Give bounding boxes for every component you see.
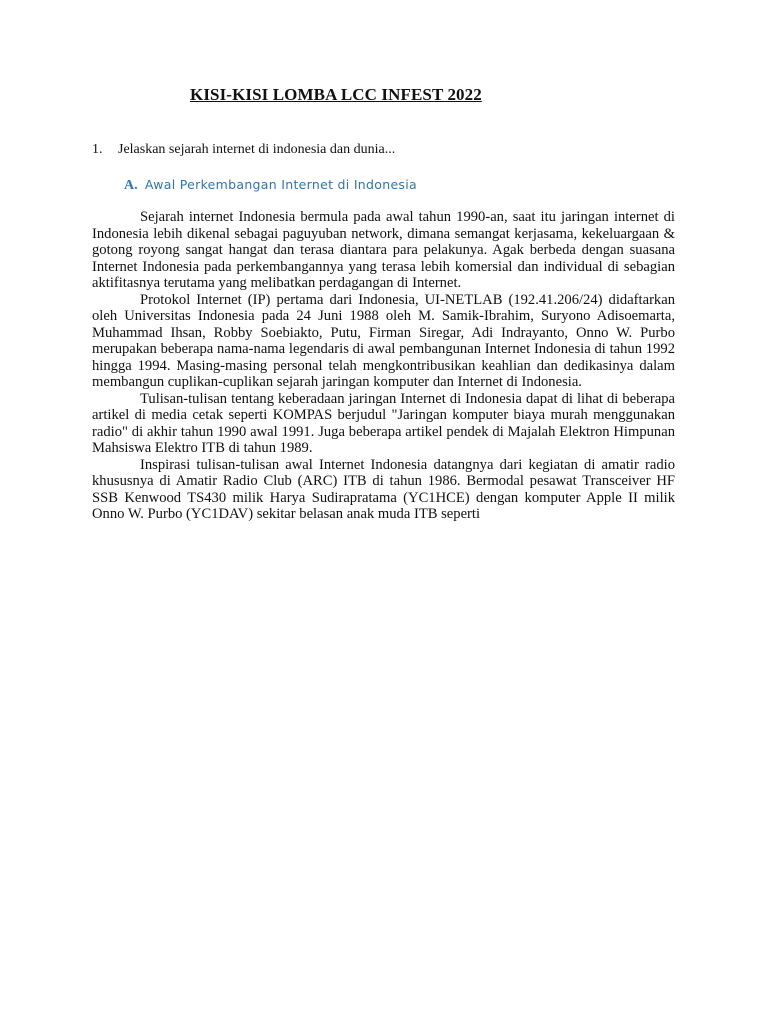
question-text: Jelaskan sejarah internet di indonesia dan dunia... [118,142,396,157]
paragraph: Protokol Internet (IP) pertama dari Indonesia, UI-NETLAB (192.41.206/24) didaftarkan oleh Universitas Indonesia pada 24 Juni 1988 oleh M. Samik-Ibrahim, Suryono Adisoemarta, Muhammad Ihsan, Robby Soebiakto, Putu, Firman Siregar, Adi Indrayanto, Onno W. Purbo merupakan beberapa nama-nama legendaris di awal pembangunan Internet Indonesia di tahun 1992 hingga 1994. Masing-masing personal telah mengkontribusikan keahlian dan dedikasinya dalam membangun cuplikan-cuplikan sejarah jaringan komputer dan Internet di Indonesia. [92,291,675,390]
paragraph: Inspirasi tulisan-tulisan awal Internet Indonesia datangnya dari kegiatan di amatir radio khususnya di Amatir Radio Club (ARC) ITB di tahun 1986. Bermodal pesawat Transceiver HF SSB Kenwood TS430 milik Harya Sudirapratama (YC1HCE) dengan komputer Apple II milik Onno W. Purbo (YC1DAV) sekitar belasan anak muda ITB seperti [92,456,675,522]
question-item [92,142,395,158]
question-number: 1. [92,142,103,157]
section-heading [124,177,417,194]
document-title: KISI-KISI LOMBA LCC INFEST 2022 [190,85,482,104]
body-text [92,209,675,523]
paragraph: Tulisan-tulisan tentang keberadaan jaringan Internet di Indonesia dapat di lihat di beberapa artikel di media cetak seperti KOMPAS berjudul "Jaringan komputer biaya murah menggunakan radio" di akhir tahun 1990 awal 1991. Juga beberapa artikel pendek di Majalah Elektron Himpunan Mahsiswa Elektro ITB di tahun 1989. [92,390,675,456]
paragraph: Sejarah internet Indonesia bermula pada awal tahun 1990-an, saat itu jaringan internet di Indonesia lebih dikenal sebagai paguyuban network, dimana semangat kerjasama, kekeluargaan & gotong royong sangat hangat dan terasa diantara para pelakunya. Agak berbeda dengan suasana Internet Indonesia pada perkembangannya yang terasa lebih komersial dan individual di sebagian aktifitasnya terutama yang melibatkan perdagangan di Internet. [92,209,675,291]
section-heading-letter: A. [124,178,138,193]
section-heading-text: Awal Perkembangan Internet di Indonesia [144,177,417,192]
